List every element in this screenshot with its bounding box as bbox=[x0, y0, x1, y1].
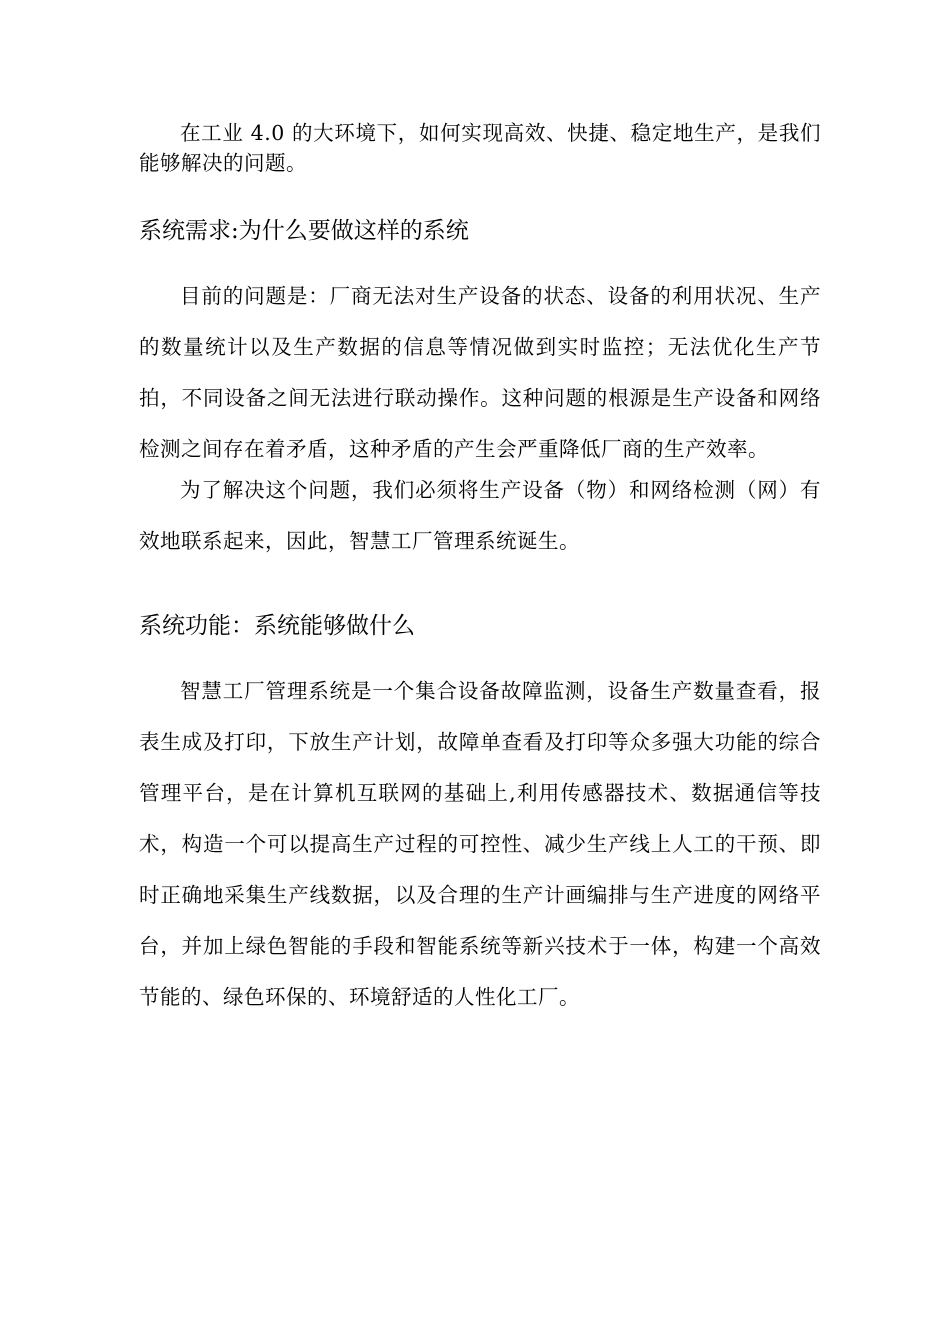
section-heading-requirements: 系统需求:为什么要做这样的系统 bbox=[139, 218, 469, 244]
functions-paragraph: 智慧工厂管理系统是一个集合设备故障监测，设备生产数量查看，报表生成及打印，下放生产计划，故障单查看及打印等众多强大功能的综合管理平台，是在计算机互联网的基础上,利用传感器技术、数据通信等技术，构造一个可以提高生产过程的可控性、减少生产线上人工的干预、即时正确地采集生产线数据，以及合理的生产计画编排与生产进度的网络平台，并加上绿色智能的手段和智能系统等新兴技术于一体，构建一个高效节能的、绿色环保的、环境舒适的人性化工厂。 bbox=[139, 679, 821, 1009]
document-body bbox=[139, 118, 821, 1023]
requirements-paragraph-problem: 目前的问题是：厂商无法对生产设备的状态、设备的利用状况、生产的数量统计以及生产数据的信息等情况做到实时监控；无法优化生产节拍，不同设备之间无法进行联动操作。这种问题的根源是生产设备和网络检测之间存在着矛盾，这种矛盾的产生会严重降低厂商的生产效率。 bbox=[139, 284, 821, 461]
intro-paragraph: 在工业 4.0 的大环境下，如何实现高效、快捷、稳定地生产，是我们能够解决的问题。 bbox=[139, 121, 821, 175]
section-heading-functions: 系统功能：系统能够做什么 bbox=[139, 613, 415, 639]
requirements-paragraph-solution: 为了解决这个问题，我们必须将生产设备（物）和网络检测（网）有效地联系起来，因此，智慧工厂管理系统诞生。 bbox=[139, 478, 821, 553]
